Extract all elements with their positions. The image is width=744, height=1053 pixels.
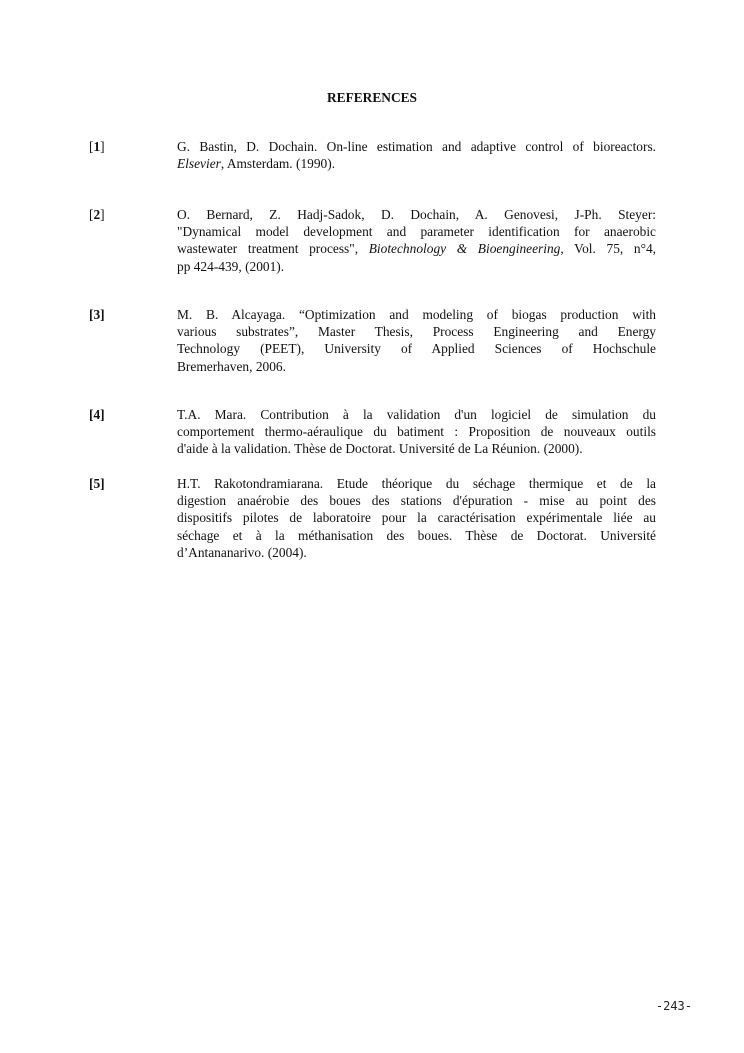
reference-text	[177, 206, 656, 275]
reference-line: H.T. Rakotondramiarana. Etude théorique du séchage thermique et de la	[177, 476, 656, 491]
reference-line: d’Antananarivo. (2004).	[177, 544, 307, 560]
reference-number: [1]	[89, 139, 105, 154]
reference-line: Technology (PEET), University of Applied Sciences of Hochschule	[177, 341, 656, 357]
reference-line: Bremerhaven, 2006.	[177, 358, 286, 374]
reference-number: [2]	[89, 207, 105, 222]
reference-line: dispositifs pilotes de laboratoire pour la caractérisation expérimentale liée au	[177, 510, 656, 526]
reference-number: [5]	[89, 476, 105, 491]
reference-line: wastewater treatment process", Biotechnology & Bioengineering, Vol. 75, n°4,	[177, 241, 656, 257]
reference-line: d'aide à la validation. Thèse de Doctorat. Université de La Réunion. (2000).	[177, 441, 583, 457]
reference-line: T.A. Mara. Contribution à la validation d'un logiciel de simulation du	[177, 407, 656, 422]
journal-name: Biotechnology & Bioengineering	[368, 241, 561, 257]
page-title: REFERENCES	[326, 90, 418, 105]
reference-text	[177, 406, 656, 458]
reference-number: [4]	[89, 407, 105, 422]
reference-line: pp 424-439, (2001).	[177, 258, 285, 274]
reference-text	[177, 138, 656, 172]
reference-number: [3]	[89, 307, 105, 322]
reference-line: "Dynamical model development and parameter identification for anaerobic	[177, 224, 656, 240]
reference-line: Elsevier, Amsterdam. (1990).	[177, 156, 336, 172]
reference-line: M. B. Alcayaga. “Optimization and modeling of biogas production with	[177, 307, 656, 322]
journal-name: Elsevier	[177, 156, 221, 172]
reference-line: various substrates”, Master Thesis, Process Engineering and Energy	[177, 324, 656, 340]
reference-line: G. Bastin, D. Dochain. On-line estimation and adaptive control of bioreactors.	[177, 139, 656, 154]
reference-text	[177, 306, 656, 375]
page-number: -243-	[655, 999, 692, 1013]
reference-text	[177, 475, 656, 561]
reference-line: comportement thermo-aéraulique du batiment : Proposition de nouveaux outils	[177, 424, 656, 440]
reference-line: O. Bernard, Z. Hadj-Sadok, D. Dochain, A. Genovesi, J-Ph. Steyer:	[177, 207, 656, 222]
reference-line: séchage et à la méthanisation des boues. Thèse de Doctorat. Université	[177, 527, 656, 543]
reference-line: digestion anaérobie des boues des stations d'épuration - mise au point des	[177, 493, 656, 509]
